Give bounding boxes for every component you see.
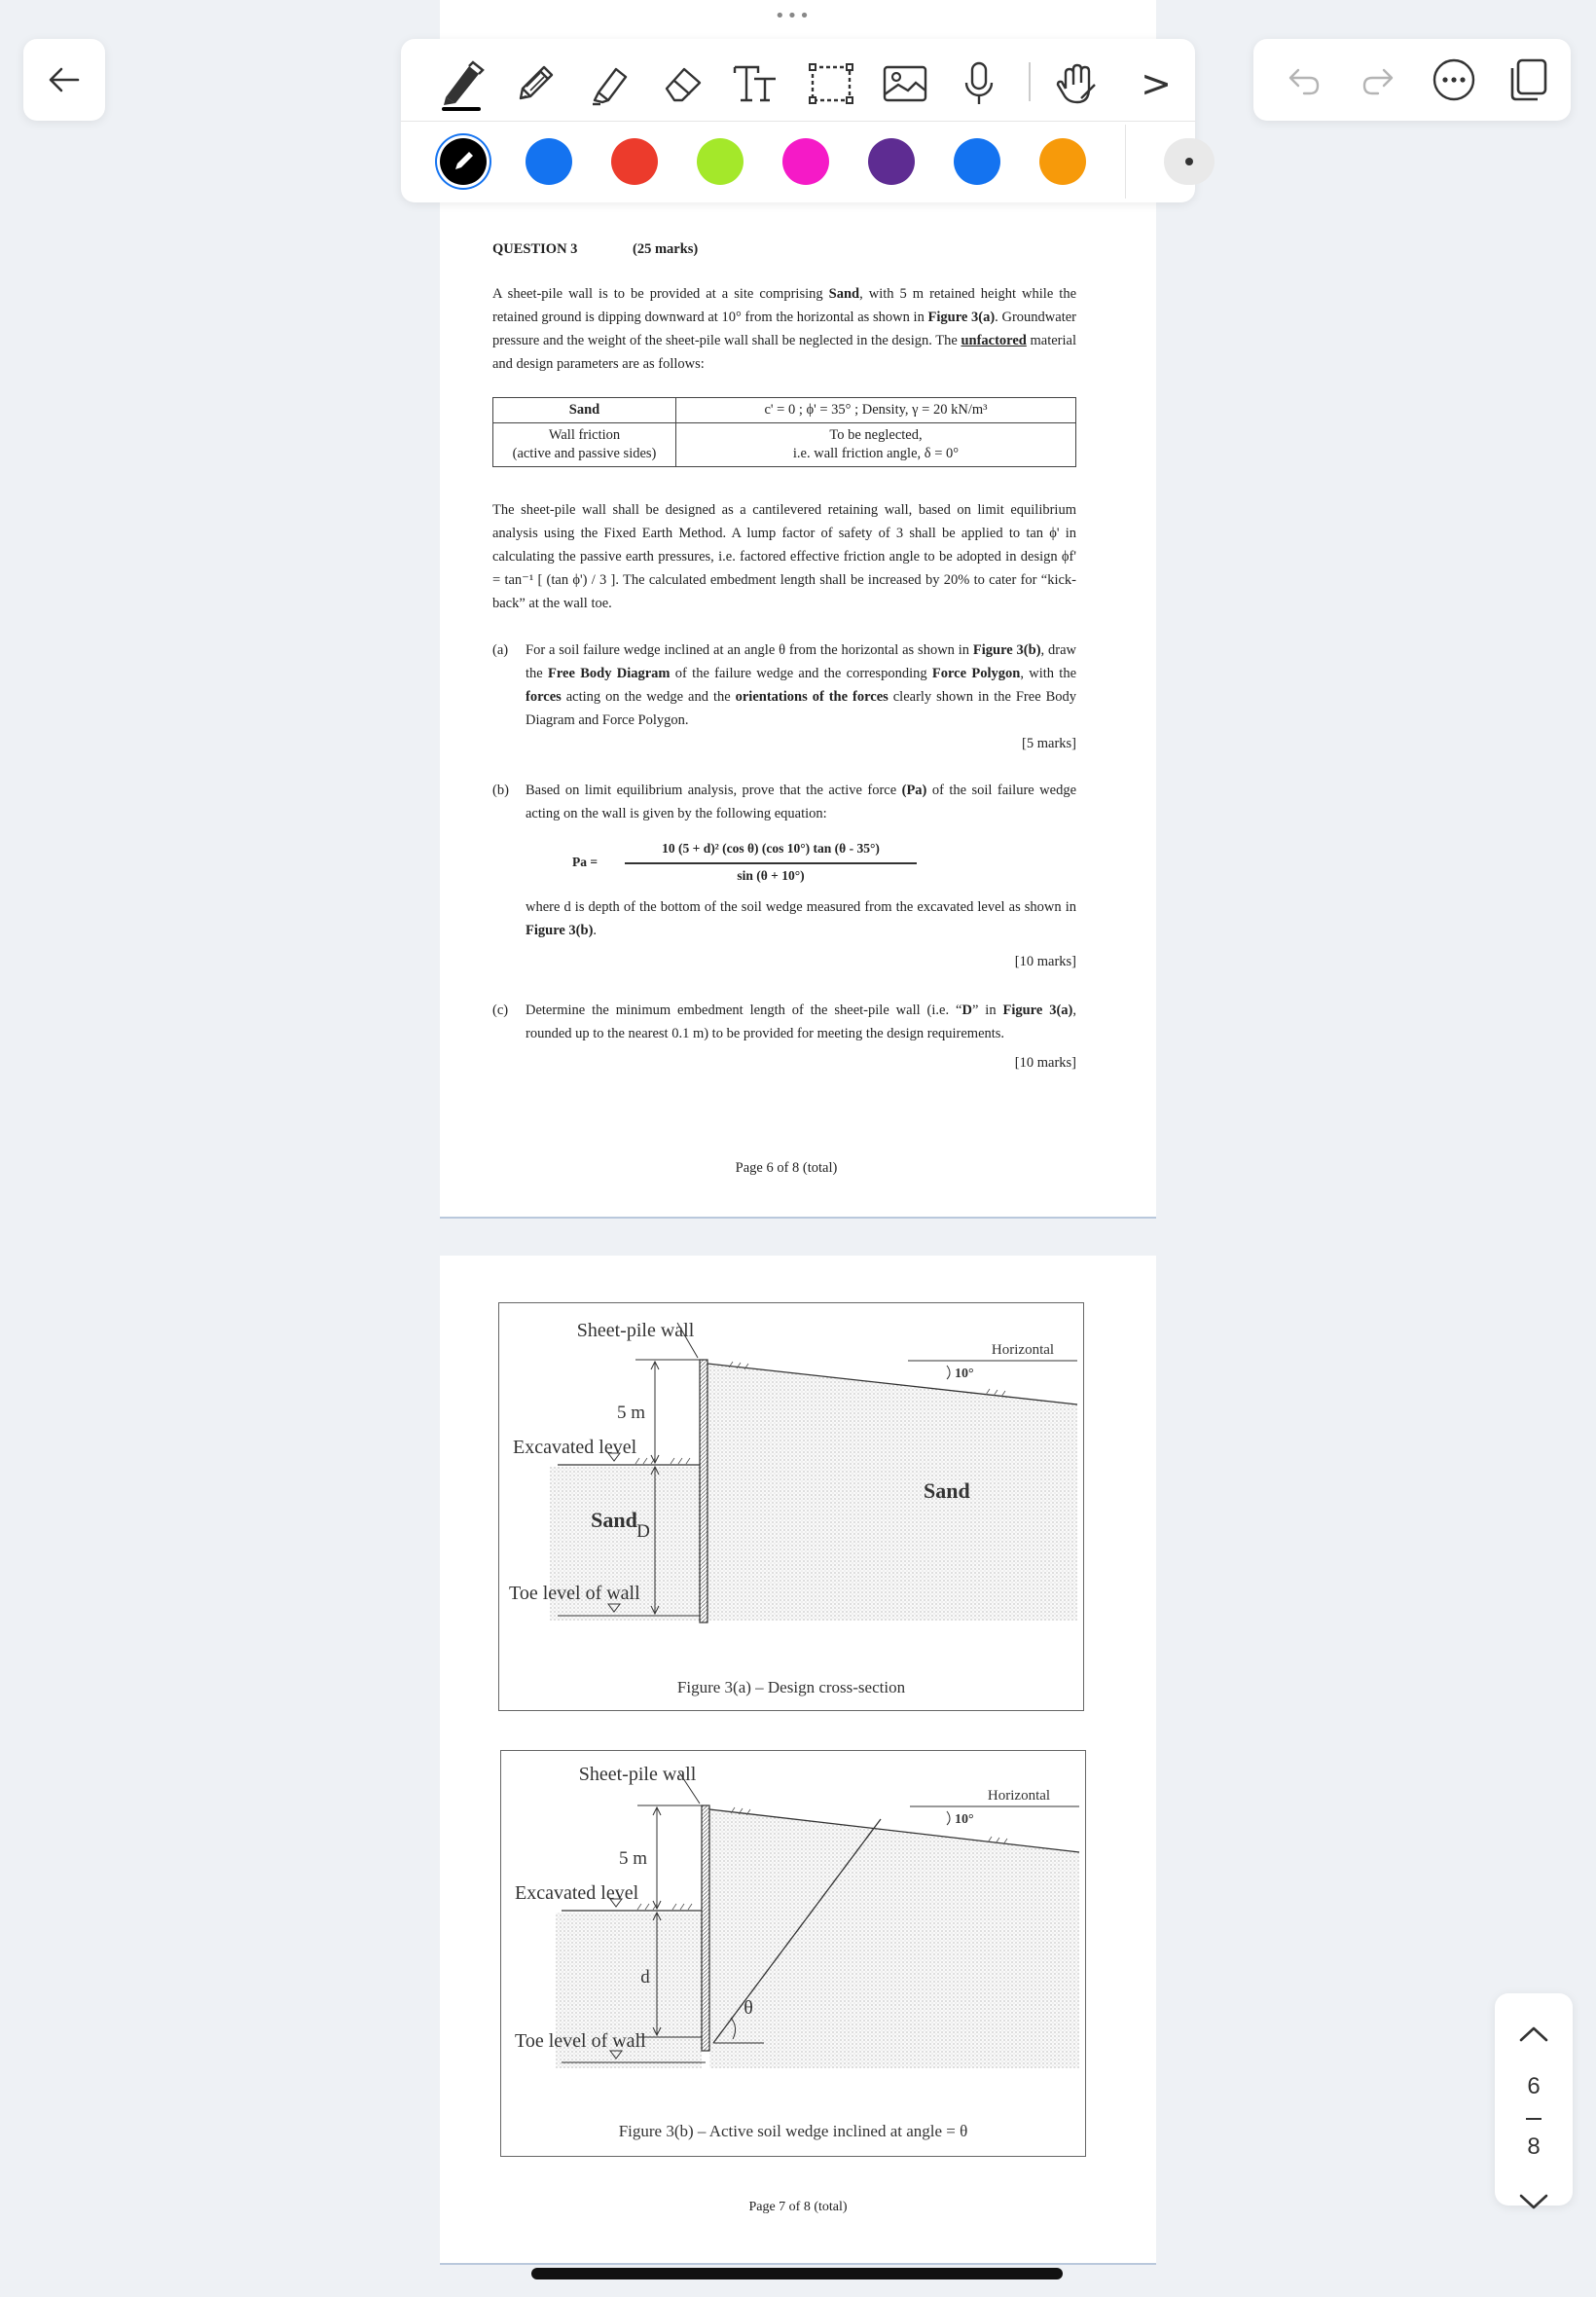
toolbar-divider <box>401 121 1195 122</box>
undo-icon <box>1285 60 1324 99</box>
eraser-tool-button[interactable] <box>654 55 712 113</box>
pencil-tool-button[interactable] <box>506 55 564 113</box>
page-footer: Page 6 of 8 (total) <box>735 1160 838 1176</box>
page-footer: Page 7 of 8 (total) <box>748 2200 848 2214</box>
label-sand-right: Sand <box>924 1478 970 1503</box>
touch-tool-button[interactable] <box>1047 55 1106 113</box>
hand-touch-icon <box>1052 59 1101 108</box>
page-separator <box>440 1217 1156 1219</box>
question-title: QUESTION 3 <box>492 241 578 257</box>
eraser-icon <box>659 59 707 108</box>
figure-3b-drawing <box>501 1751 1085 2156</box>
table-cell: To be neglected, i.e. wall friction angle, δ = 0° <box>676 423 1076 467</box>
color-swatch-8[interactable] <box>1039 138 1086 185</box>
parameter-table <box>492 397 1076 467</box>
highlighter-tool-button[interactable] <box>580 55 638 113</box>
label-sheet-pile-wall: Sheet-pile wall <box>576 1320 695 1341</box>
part-c-label: (c) <box>492 1003 509 1018</box>
drag-handle-dots[interactable]: ••• <box>775 6 812 26</box>
part-c-text: Determine the minimum embedment length of the sheet-pile wall (i.e. “D” in Figure 3(a), rounded up to the nearest 0.1 m) to be provided for meeting the design requirements. <box>526 1003 1076 1041</box>
part-a-marks: [5 marks] <box>1022 736 1076 751</box>
more-icon <box>1431 56 1477 103</box>
label-toe-level: Toe level of wall <box>509 1583 640 1604</box>
pen-tool-button[interactable] <box>432 55 490 113</box>
redo-button[interactable] <box>1349 51 1407 109</box>
label-d: d <box>640 1967 650 1987</box>
text-icon <box>731 59 783 108</box>
lasso-tool-button[interactable] <box>802 55 860 113</box>
label-excavated-level: Excavated level <box>515 1882 639 1904</box>
color-swatch-3[interactable] <box>611 138 658 185</box>
label-excavated-level: Excavated level <box>513 1437 637 1458</box>
figure-3b <box>500 1750 1086 2157</box>
page-up-button[interactable] <box>1505 2011 1563 2058</box>
label-horizontal: Horizontal <box>987 1788 1051 1804</box>
current-page-number: 6 <box>1527 2073 1541 2099</box>
more-tools-chevron[interactable] <box>1131 55 1181 113</box>
pencil-icon <box>511 59 560 108</box>
part-a-text: For a soil failure wedge inclined at an angle θ from the horizontal as shown in Figure 3(b), draw the Free Body Diagram of the failure wedge and the corresponding Force Polygon, with the forces acting on the wedge and the orientations of the forces clearly shown in the Free Body Diagram and Force Polygon. <box>526 642 1077 728</box>
figure-3a <box>498 1302 1084 1711</box>
design-paragraph: The sheet-pile wall shall be designed as a cantilevered retaining wall, based on limit equilibrium analysis using the Fixed Earth Method. A lump factor of safety of 3 shall be applied to tan ϕ' in calculating the passive earth pressures, i.e. factored effective friction angle to be adopted in design ϕf' = tan⁻¹ [ (tan ϕ') / 3 ]. The calculated embedment length shall be increased by 20% to cater for “kick- back” at the wall toe. <box>492 502 1076 611</box>
part-b-label: (b) <box>492 783 509 798</box>
chevron-down-icon <box>1517 2190 1550 2213</box>
equation-lhs: Pa = <box>572 855 598 869</box>
part-b-where: where d is depth of the bottom of the soil wedge measured from the excavated level as shown in Figure 3(b). <box>526 899 1076 938</box>
lasso-select-icon <box>807 59 855 108</box>
label-angle: 10° <box>955 1812 974 1827</box>
part-b-text: Based on limit equilibrium analysis, prove that the active force (Pa) of the soil failure wedge acting on the wall is given by the following equation: <box>526 783 1077 821</box>
indicator-dot <box>1185 158 1193 165</box>
table-cell: c' = 0 ; ϕ' = 35° ; Density, γ = 20 kN/m³ <box>676 398 1076 423</box>
arrow-left-icon <box>45 60 84 99</box>
total-page-number: 8 <box>1527 2133 1541 2160</box>
label-D: D <box>636 1521 650 1542</box>
figure-3b-caption: Figure 3(b) – Active soil wedge inclined at angle = θ <box>618 2122 968 2140</box>
home-indicator[interactable] <box>531 2268 1063 2279</box>
label-horizontal: Horizontal <box>991 1342 1055 1358</box>
color-scroll-indicator[interactable] <box>1164 138 1215 185</box>
page-down-button[interactable] <box>1505 2182 1563 2221</box>
microphone-tool-button[interactable] <box>950 55 1008 113</box>
microphone-icon <box>955 59 1003 108</box>
color-swatch-5[interactable] <box>782 138 829 185</box>
page-separator <box>440 2263 1156 2265</box>
chevron-right-icon: > <box>1141 62 1172 105</box>
label-theta: θ <box>744 1997 753 2019</box>
text-tool-button[interactable] <box>728 55 786 113</box>
equation-numerator: 10 (5 + d)² (cos θ) (cos 10°) tan (θ - 35°) <box>662 841 880 856</box>
table-cell: Wall friction (active and passive sides) <box>493 423 676 467</box>
color-swatch-6[interactable] <box>868 138 915 185</box>
image-icon <box>881 59 929 108</box>
figure-3a-drawing <box>499 1303 1083 1710</box>
label-5m: 5 m <box>616 1403 645 1423</box>
color-swatch-1[interactable] <box>440 138 487 185</box>
color-swatch-4[interactable] <box>697 138 744 185</box>
color-swatch-2[interactable] <box>526 138 572 185</box>
color-swatch-7[interactable] <box>954 138 1000 185</box>
table-cell: Sand <box>493 398 676 423</box>
pages-icon <box>1505 56 1551 103</box>
page-separator-dash <box>1526 2118 1542 2120</box>
pen-icon <box>436 56 487 111</box>
part-a-label: (a) <box>492 642 509 658</box>
label-sheet-pile-wall: Sheet-pile wall <box>578 1764 697 1785</box>
undo-button[interactable] <box>1275 51 1333 109</box>
highlighter-icon <box>585 59 634 108</box>
color-divider <box>1125 125 1126 199</box>
pages-button[interactable] <box>1499 51 1557 109</box>
label-sand-left: Sand <box>591 1508 637 1532</box>
label-toe-level: Toe level of wall <box>515 2030 646 2052</box>
figure-3a-caption: Figure 3(a) – Design cross-section <box>676 1678 906 1696</box>
label-angle: 10° <box>955 1367 974 1381</box>
back-button[interactable] <box>23 39 105 121</box>
pen-selected-icon <box>440 138 487 185</box>
more-options-button[interactable] <box>1425 51 1483 109</box>
question-intro: A sheet-pile wall is to be provided at a site comprising Sand, with 5 m retained height while the retained ground is dipping downward at 10° from the horizontal as shown in Figure 3(a). Groundwater pressure and the weight of the sheet-pile wall shall be neglected in the design. The unfactored material and design parameters are as follows: <box>492 286 1076 372</box>
part-c-marks: [10 marks] <box>1014 1055 1076 1071</box>
question-marks: (25 marks) <box>633 241 699 257</box>
tool-divider <box>1029 62 1031 101</box>
equation-denominator: sin (θ + 10°) <box>737 868 805 883</box>
chevron-up-icon <box>1517 2023 1550 2046</box>
label-5m: 5 m <box>618 1848 647 1869</box>
part-b-marks: [10 marks] <box>1014 954 1076 969</box>
image-tool-button[interactable] <box>876 55 934 113</box>
redo-icon <box>1359 60 1397 99</box>
